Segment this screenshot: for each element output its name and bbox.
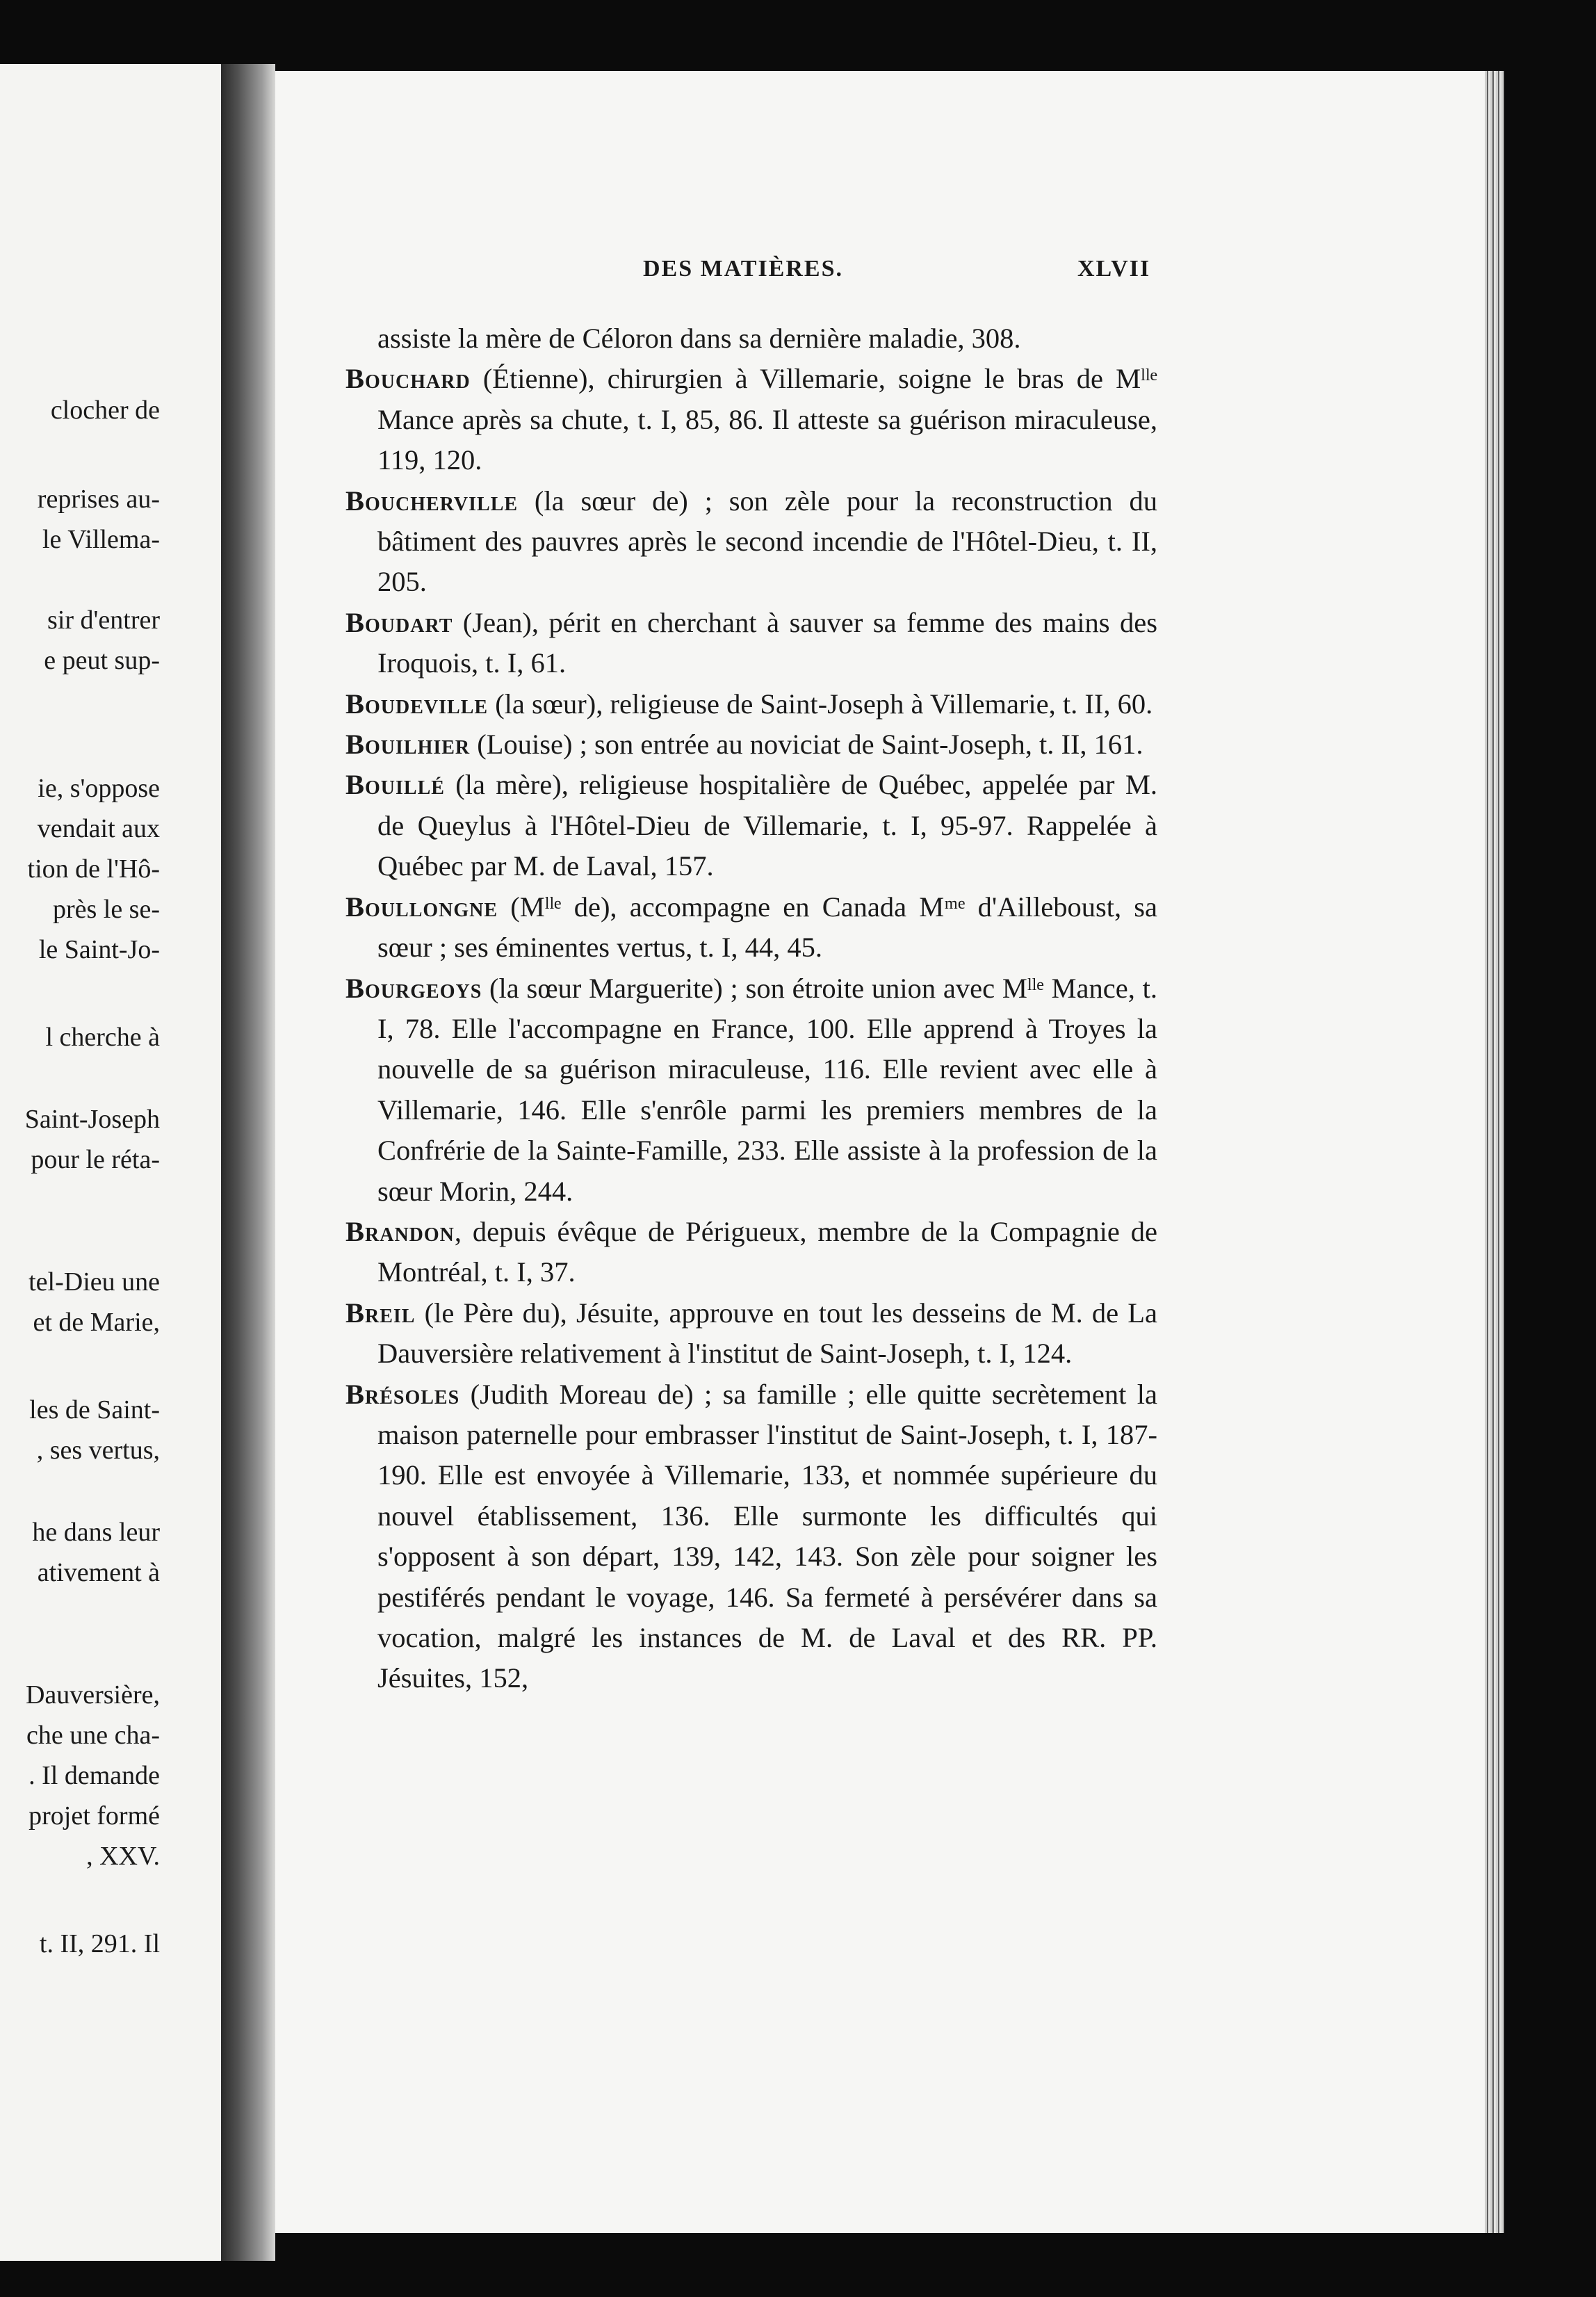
entry-headword: Boucherville [345,485,519,517]
entry-text: , depuis évêque de Périgueux, membre de la Compagnie de Montréal, t. I, 37. [377,1215,1157,1288]
index-entry: assiste la mère de Céloron dans sa dernière maladie, 308. [377,323,1021,354]
left-fragment: l cherche à [45,1023,160,1052]
entry-headword: Boudart [345,606,453,638]
left-fragment: . Il demande [28,1761,160,1790]
entry-text: (la sœur), religieuse de Saint-Joseph à Villemarie, t. II, 60. [488,688,1153,720]
entry-headword: Boullongne [345,891,498,923]
running-header: DES MATIÈRES. [643,256,843,282]
index-entry [345,968,1157,1212]
index-entry [345,1212,1157,1293]
entry-text: (Mˡˡᵉ de), accompagne en Canada Mᵐᵉ d'Ailleboust, sa sœur ; ses éminentes vertus, t. I, 44, 45. [377,891,1157,964]
left-fragment: près le se- [52,895,160,924]
left-fragment: che une cha- [26,1721,160,1750]
book-gutter [221,64,275,2261]
entry-text: (Louise) ; son entrée au noviciat de Saint-Joseph, t. II, 161. [470,729,1143,761]
left-fragment: e peut sup- [44,646,160,675]
entry-headword: Brésoles [345,1378,460,1410]
left-fragment: reprises au- [37,485,160,514]
index-entry [345,765,1157,886]
left-fragment: ativement à [37,1558,160,1587]
left-fragment: Dauversière, [25,1680,160,1710]
entry-text: (la sœur Marguerite) ; son étroite union avec Mˡˡᵉ Mance, t. I, 78. Elle l'accompagne en France, 100. Elle apprend à Troyes la nouvelle de sa guérison miraculeuse, 116. Elle revient avec elle à Villemarie, 146. Elle s'enrôle parmi les premiers membres de la Confrérie de la Sainte-Famille, 233. Elle assiste à la profession de la sœur Morin, 244. [377,972,1157,1207]
entry-headword: Bouillé [345,769,445,801]
page-number: XLVII [1077,256,1151,282]
left-fragment: ie, s'oppose [38,774,160,803]
index-entry [345,684,1157,724]
left-fragment: he dans leur [32,1518,160,1547]
entry-text: (la mère), religieuse hospitalière de Québec, appelée par M. de Queylus à l'Hôtel-Dieu de Villemarie, t. I, 95-97. Rappelée à Québec par M. de Laval, 157. [377,769,1157,882]
entry-text: (Judith Moreau de) ; sa famille ; elle quitte secrètement la maison paternelle pour embrasser l'institut de Saint-Joseph, t. I, 187-190. Elle est envoyée à Villemarie, 133, et nommée supérieure du nouvel établissement, 136. Elle surmonte les difficultés qui s'opposent à son départ, 139, 142, 143. Son zèle pour soigner les pestiférés pendant le voyage, 146. Sa fermeté à persévérer dans sa vocation, malgré les instances de M. de Laval et des RR. PP. Jésuites, 152, [377,1378,1157,1694]
index-entry [345,481,1157,603]
left-fragment: pour le réta- [31,1145,160,1174]
left-fragment: les de Saint- [29,1395,160,1425]
entry-headword: Bouilhier [345,729,471,761]
left-fragment: , ses vertus, [36,1436,160,1465]
left-fragment: tion de l'Hô- [27,854,160,884]
entry-text: (le Père du), Jésuite, approuve en tout les desseins de M. de La Dauversière relativement à l'institut de Saint-Joseph, t. I, 124. [377,1297,1157,1370]
left-fragment: projet formé [28,1801,160,1831]
left-fragment: et de Marie, [33,1308,160,1337]
index-entry [345,1374,1157,1699]
index-entry [345,887,1157,968]
index-entry [345,359,1157,480]
entry-headword: Bourgeoys [345,972,482,1004]
entry-headword: Breil [345,1297,416,1329]
entry-headword: Bouchard [345,363,471,395]
left-fragment: clocher de [50,396,160,425]
index-entry [345,603,1157,684]
index-entry [345,1293,1157,1374]
entry-headword: Boudeville [345,688,489,720]
left-fragment: tel-Dieu une [28,1267,160,1297]
entry-text: (Jean), périt en cherchant à sauver sa femme des mains des Iroquois, t. I, 61. [377,606,1157,679]
left-fragment: t. II, 291. Il [39,1929,160,1958]
page-edge [1485,71,1504,2233]
left-fragment: sir d'entrer [47,606,160,635]
index-entries [345,318,1157,1699]
index-entry [345,724,1157,765]
left-fragment: le Saint-Jo- [38,935,160,964]
left-fragment: , XXV. [86,1842,160,1871]
entry-text: (Étienne), chirurgien à Villemarie, soigne le bras de Mˡˡᵉ Mance après sa chute, t. I, 85, 86. Il atteste sa guérison miraculeuse, 119, 120. [377,363,1157,476]
left-fragment: Saint-Joseph [24,1105,160,1134]
left-fragment: le Villema- [42,525,160,554]
left-fragment: vendait aux [37,814,160,843]
entry-headword: Brandon [345,1215,455,1247]
left-page [0,64,221,2261]
entry-text: (la sœur de) ; son zèle pour la reconstruction du bâtiment des pauvres après le second incendie de l'Hôtel-Dieu, t. II, 205. [377,485,1157,598]
